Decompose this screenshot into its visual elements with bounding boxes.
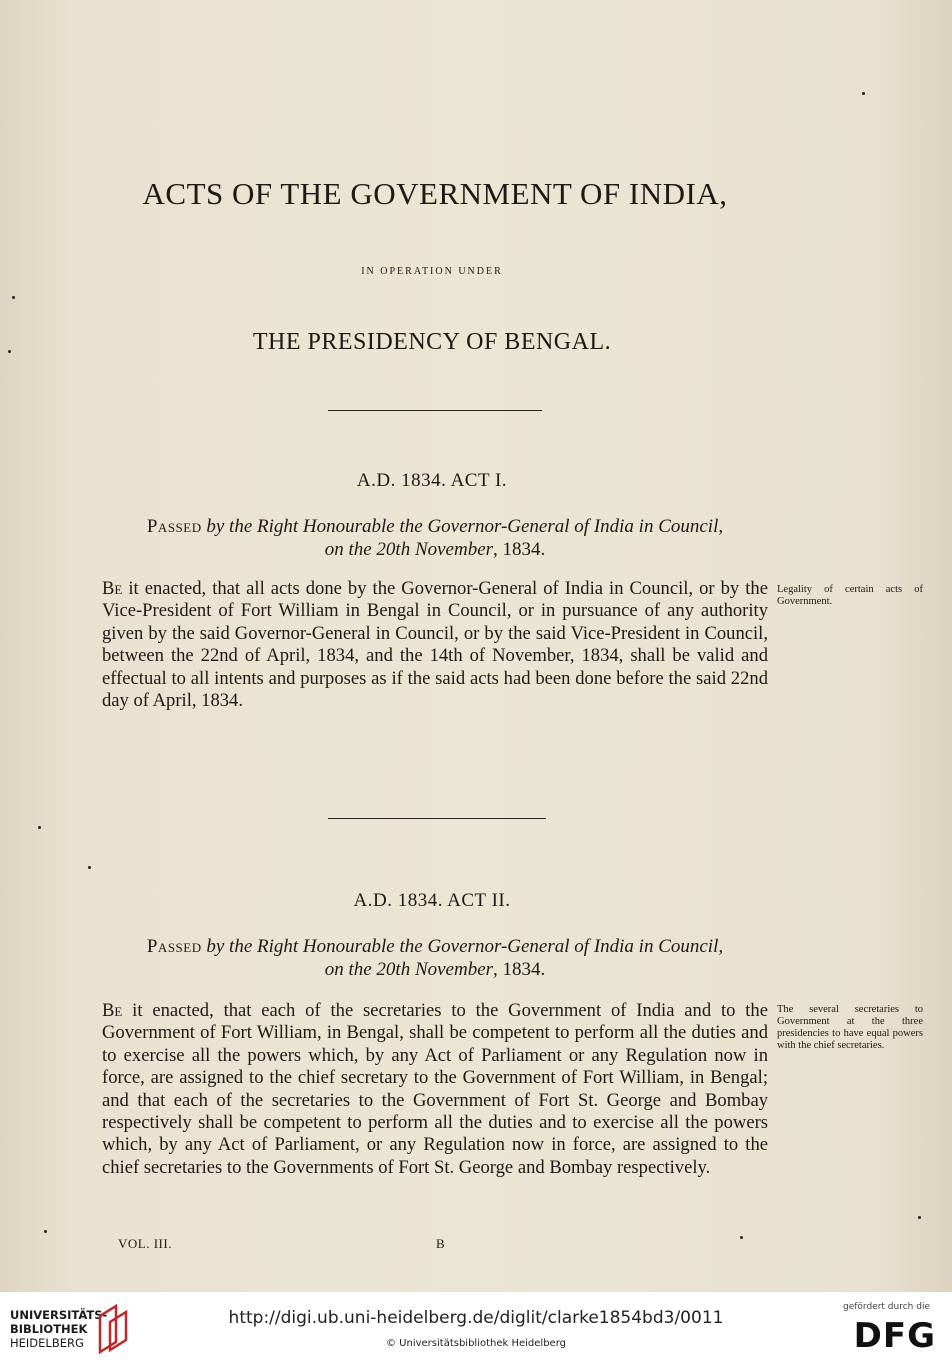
scan-speck: [88, 866, 91, 869]
library-logo-line3: HEIDELBERG: [10, 1336, 84, 1350]
section-divider: [328, 410, 542, 411]
act1-body-text: it enacted, that all acts done by the Governor-General of India in Council, or by the Vice-President of Fort William in Bengal in Council, or in pursuance of any authority given by the said Governor-General in Council, or by the said Vice-President in Council, between the 22nd of April, 1834, and the 14th of November, 1834, shall be valid and effectual to all intents and purposes as if the said acts had been done before the said 22nd day of April, 1834.: [102, 578, 768, 712]
act1-passed: [100, 515, 770, 561]
act1-passed-text: by the Right Honourable the Governor-General of India in Council,: [201, 516, 724, 537]
act2-body-first-word: Be: [102, 1000, 123, 1021]
scan-speck: [918, 1216, 921, 1219]
act1-heading: A.D. 1834. ACT I.: [356, 470, 508, 491]
act1-body: [102, 578, 768, 712]
copyright-notice: © Universitätsbibliothek Heidelberg: [385, 1338, 566, 1349]
act1-passed-date: on the 20th November: [324, 539, 494, 560]
library-logo-line1: UNIVERSITÄTS-: [10, 1308, 108, 1322]
document-title: ACTS OF THE GOVERNMENT OF INDIA,: [142, 176, 728, 211]
act1-passed-year: , 1834.: [493, 539, 546, 560]
act2-passed-word: Passed: [146, 936, 202, 957]
act2-body: [102, 1000, 768, 1179]
presidency-title: THE PRESIDENCY OF BENGAL.: [252, 329, 612, 355]
act1-body-first-word: Be: [102, 578, 123, 599]
act1-passed-word: Passed: [146, 516, 202, 537]
act2-passed-date: on the 20th November: [324, 959, 494, 980]
act2-body-text: it enacted, that each of the secretaries to the Government of India and to the Government of Fort William, in Bengal, shall be competent to perform all the duties and to exercise all the powers which, by any Act of Parliament or any Regulation now in force, are assigned to the chief secretary to the Government of Fort William, in Bengal; and that each of the secretaries to the Government of Fort St. George and Bombay respectively shall be competent to perform all the duties and to exercise all the powers which, by any Act of Parliament, or any Regulation now in force, are assigned to the chief secretaries to the Governments of Fort St. George and Bombay respectively.: [102, 1000, 768, 1178]
permalink-url[interactable]: http://digi.ub.uni-heidelberg.de/diglit/clarke1854bd3/0011: [228, 1308, 724, 1328]
scan-speck: [44, 1230, 47, 1233]
library-footer-bar: [0, 1292, 952, 1364]
scan-speck: [38, 826, 41, 829]
scan-speck: [740, 1236, 743, 1239]
signature-mark: B: [436, 1236, 446, 1251]
act2-heading: A.D. 1834. ACT II.: [353, 890, 511, 911]
scan-speck: [8, 350, 11, 353]
act2-passed-text: by the Right Honourable the Governor-General of India in Council,: [201, 936, 724, 957]
act2-margin-note: The several secretaries to Government at the three presidencies to have equal powers with the chief secretaries.: [777, 1004, 923, 1051]
funded-by-label: gefördert durch die: [843, 1302, 930, 1312]
scan-speck: [862, 92, 865, 95]
dfg-logo: DFG: [853, 1316, 936, 1356]
act2-passed: [100, 935, 770, 981]
act1-margin-note: Legality of certain acts of Government.: [777, 584, 923, 607]
act2-passed-year: , 1834.: [493, 959, 546, 980]
section-divider: [328, 818, 546, 819]
volume-number: VOL. III.: [118, 1236, 172, 1251]
document-subtitle: IN OPERATION UNDER: [361, 266, 503, 277]
scan-speck: [12, 296, 15, 299]
library-logo-line2: BIBLIOTHEK: [10, 1322, 88, 1336]
